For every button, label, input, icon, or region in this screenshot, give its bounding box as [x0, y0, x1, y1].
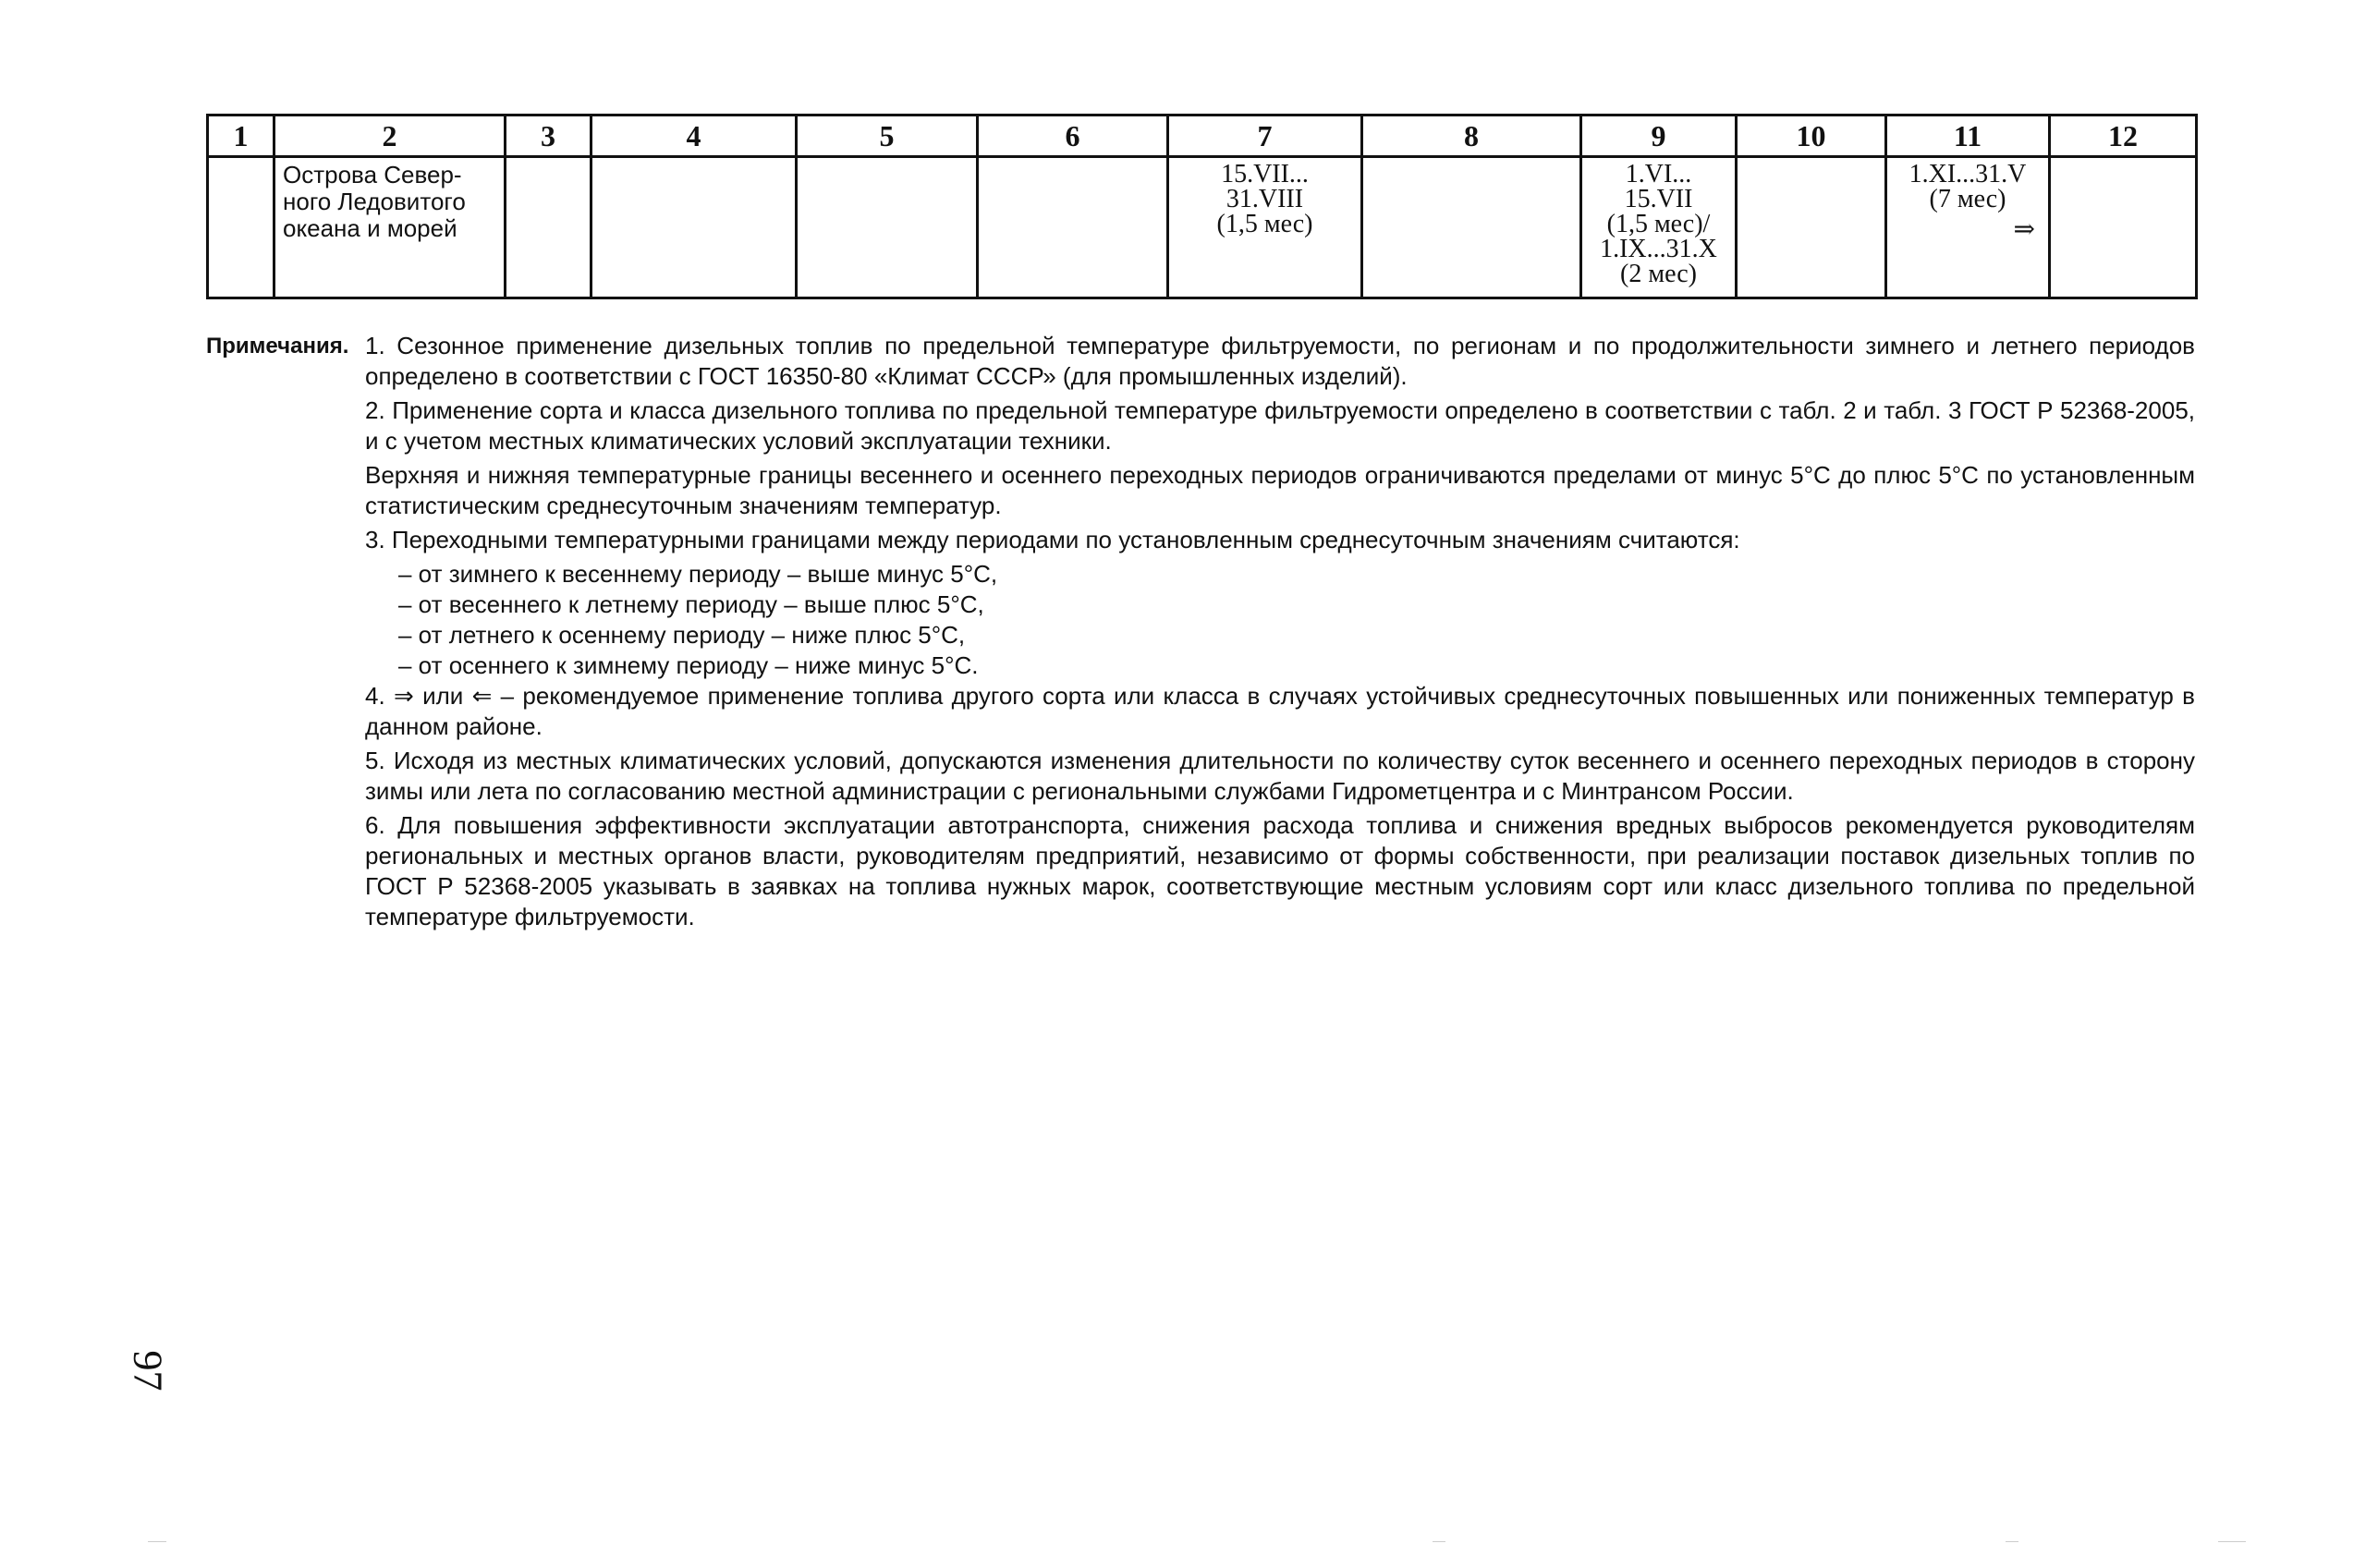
note-2b: Верхняя и нижняя температурные границы весеннего и осеннего переходных периодов ограничиваются пределами от минус 5°С до плюс 5°С по установленным статистическим среднесуточным значениям температур. [365, 461, 2195, 519]
cell-col-3 [506, 157, 591, 298]
header-col-8: 8 [1362, 115, 1581, 157]
region-line-3: океана и морей [283, 214, 457, 242]
cell-col-9 [1581, 157, 1737, 298]
note-3-item-4: – от осеннего к зимнему периоду – ниже минус 5°С. [398, 651, 979, 679]
note-5: 5. Исходя из местных климатических условий, допускаются изменения длительности по количеству суток весеннего и осеннего переходных периодов в сторону зимы или лета по согласованию местной администрации с региональными службами Гидрометцентра и с Минтрансом России. [365, 747, 2195, 805]
scan-mark [2006, 1541, 2018, 1542]
note-3-item-1: – от зимнего к весеннему периоду – выше минус 5°С, [398, 560, 998, 588]
cell-col-1 [208, 157, 274, 298]
header-col-2: 2 [274, 115, 506, 157]
note-4: 4. ⇒ или ⇐ – рекомендуемое применение топлива другого сорта или класса в случаях устойчивых среднесуточных повышенных или пониженных температур в данном районе. [365, 682, 2195, 740]
cell-col-12 [2050, 157, 2197, 298]
notes-label: Примечания. [206, 334, 349, 359]
cell-region [274, 157, 506, 298]
scan-mark [2218, 1541, 2246, 1542]
col11-line-1: 1.XI...31.V [1908, 160, 2027, 188]
cell-col-11 [1886, 157, 2050, 298]
page-number: 97 [125, 1350, 171, 1392]
col9-line-5: (2 мес) [1620, 260, 1697, 288]
region-line-2: ного Ледовитого [283, 188, 466, 215]
region-line-1: Острова Север- [283, 161, 462, 188]
col7-line-2: 31.VIII [1226, 185, 1304, 213]
header-col-10: 10 [1737, 115, 1886, 157]
header-col-5: 5 [797, 115, 978, 157]
notes-continued [206, 395, 2195, 932]
climate-table [206, 114, 2198, 299]
header-col-7: 7 [1168, 115, 1362, 157]
cell-col-7 [1168, 157, 1362, 298]
note-1-row [206, 331, 2195, 395]
cell-col-6 [978, 157, 1168, 298]
header-col-11: 11 [1886, 115, 2050, 157]
note-2: 2. Применение сорта и класса дизельного топлива по предельной температуре фильтруемости определено в соответствии с табл. 2 и табл. 3 ГОСТ Р 52368-2005, и с учетом местных климатических условий эксплуатации техники. [365, 396, 2195, 455]
col7-line-1: 15.VII... [1221, 160, 1309, 188]
header-col-4: 4 [591, 115, 797, 157]
col9-line-2: 15.VII [1624, 185, 1693, 213]
cell-col-4 [591, 157, 797, 298]
note-3: 3. Переходными температурными границами между периодами по установленным среднесуточным значениям считаются: [365, 526, 1740, 553]
col11-line-2: (7 мес) [1929, 185, 2006, 213]
note-3-item-3: – от летнего к осеннему периоду – ниже плюс 5°С, [398, 621, 966, 649]
note-6: 6. Для повышения эффективности эксплуатации автотранспорта, снижения расхода топлива и снижения вредных выбросов рекомендуется руководителям региональных и местных органов власти, руководителям предприятий, независимо от формы собственности, при реализации поставок дизельных топлив по ГОСТ Р 52368-2005 указывать в заявках на топлива нужных марок, соответствующие местным условиям сорт или класс дизельного топлива по предельной температуре фильтруемости. [365, 811, 2195, 930]
scan-mark [148, 1541, 166, 1542]
col7-line-3: (1,5 мес) [1216, 210, 1313, 238]
col9-line-1: 1.VI... [1625, 160, 1692, 188]
note-3-item-2: – от весеннего к летнему периоду – выше плюс 5°С, [398, 590, 984, 618]
col9-line-3: (1,5 мес)/ [1606, 210, 1711, 238]
cell-col-10 [1737, 157, 1886, 298]
note-1: 1. Сезонное применение дизельных топлив по предельной температуре фильтруемости, по регионам и по продолжительности зимнего и летнего периодов определено в соответствии с ГОСТ 16350-80 «Климат СССР» (для промышленных изделий). [365, 332, 2195, 390]
header-col-3: 3 [506, 115, 591, 157]
cell-col-5 [797, 157, 978, 298]
notes-section [206, 331, 2195, 936]
header-col-6: 6 [978, 115, 1168, 157]
header-col-1: 1 [208, 115, 274, 157]
right-arrow-icon: ⇒ [2013, 215, 2035, 244]
scan-mark [1433, 1541, 1445, 1542]
table-header-row [208, 115, 2197, 157]
header-col-12: 12 [2050, 115, 2197, 157]
col9-line-4: 1.IX...31.X [1600, 235, 1717, 263]
table-row [208, 157, 2197, 298]
cell-col-8 [1362, 157, 1581, 298]
header-col-9: 9 [1581, 115, 1737, 157]
